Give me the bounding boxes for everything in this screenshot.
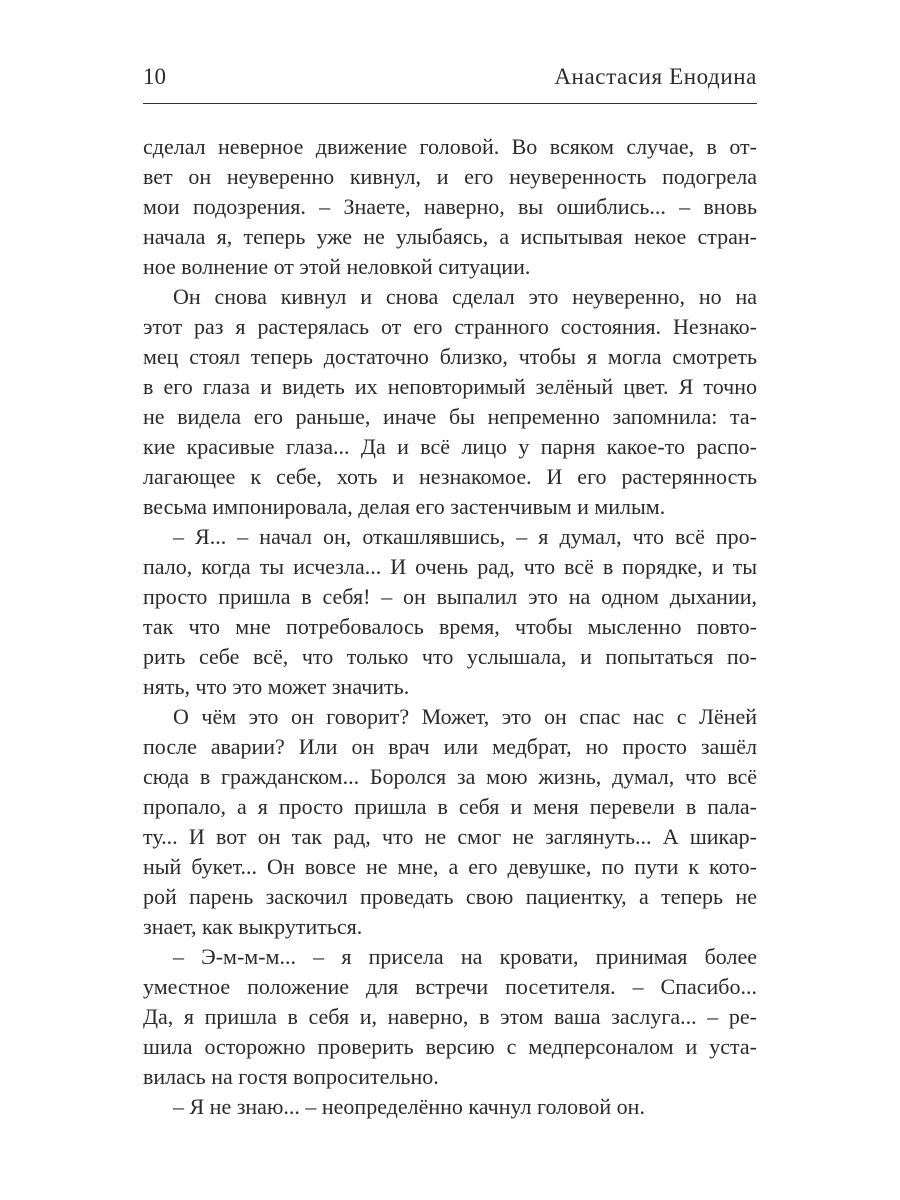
text-line: сюда в гражданском... Боролся за мою жизнь, думал, что всё <box>143 764 757 789</box>
paragraph <box>143 522 757 702</box>
text-line: мец стоял теперь достаточно близко, чтобы я могла смотреть <box>143 344 757 369</box>
text-line: не видела его раньше, иначе бы непременно запомнила: та- <box>143 404 757 429</box>
text-line: сделал неверное движение головой. Во всяком случае, в от- <box>143 134 757 159</box>
running-head-author: Анастасия Енодина <box>554 64 757 89</box>
running-header <box>143 64 757 96</box>
text-line: – Я не знаю... – неопределённо качнул головой он. <box>173 1094 645 1119</box>
text-line: – Э-м-м-м... – я присела на кровати, принимая более <box>173 944 757 969</box>
text-line: начала я, теперь уже не улыбаясь, а испытывая некое стран- <box>143 224 757 249</box>
text-line: вет он неуверенно кивнул, и его неуверенность подогрела <box>143 164 757 189</box>
paragraph <box>143 132 757 282</box>
text-line: после аварии? Или он врач или медбрат, но просто зашёл <box>143 734 757 759</box>
text-line: так что мне потребовалось время, чтобы мысленно повто- <box>143 614 757 639</box>
text-line: ту... И вот он так рад, что не смог не заглянуть... А шикар- <box>143 824 757 849</box>
text-line: уместное положение для встречи посетителя. – Спасибо... <box>143 974 757 999</box>
text-line: весьма импонировала, делая его застенчивым и милым. <box>143 494 666 519</box>
paragraph <box>143 282 757 522</box>
text-line: в его глаза и видеть их неповторимый зелёный цвет. Я точно <box>143 374 757 399</box>
text-line: шила осторожно проверить версию с медперсоналом и уста- <box>143 1034 757 1059</box>
paragraph <box>143 942 757 1092</box>
text-line: – Я... – начал он, откашлявшись, – я думал, что всё про- <box>173 524 757 549</box>
text-line: ное волнение от этой неловкой ситуации. <box>143 254 531 279</box>
text-line: кие красивые глаза... Да и всё лицо у парня какое-то распо- <box>143 434 757 459</box>
text-line: рить себе всё, что только что услышала, и попытаться по- <box>143 644 757 669</box>
text-line: Он снова кивнул и снова сделал это неуверенно, но на <box>173 284 757 309</box>
text-line: просто пришла в себя! – он выпалил это на одном дыхании, <box>143 584 757 609</box>
text-line: лагающее к себе, хоть и незнакомое. И его растерянность <box>143 464 757 489</box>
text-line: Да, я пришла в себя и, наверно, в этом ваша заслуга... – ре- <box>143 1004 757 1029</box>
body-text <box>143 132 757 1122</box>
text-line: вилась на гостя вопросительно. <box>143 1064 439 1089</box>
page-number: 10 <box>143 64 166 89</box>
text-line: пало, когда ты исчезла... И очень рад, что всё в порядке, и ты <box>143 554 757 579</box>
text-line: ный букет... Он вовсе не мне, а его девушке, по пути к кото- <box>143 854 757 879</box>
paragraph <box>143 702 757 942</box>
text-line: рой парень заскочил проведать свою пациентку, а теперь не <box>143 884 757 909</box>
text-line: пропало, а я просто пришла в себя и меня перевели в пала- <box>143 794 757 819</box>
text-line: мои подозрения. – Знаете, наверно, вы ошиблись... – вновь <box>143 194 757 219</box>
text-line: нять, что это может значить. <box>143 674 410 699</box>
text-line: знает, как выкрутиться. <box>143 914 363 939</box>
header-rule <box>143 103 757 104</box>
paragraph <box>143 1092 757 1122</box>
text-line: О чём это он говорит? Может, это он спас нас с Лёней <box>173 704 757 729</box>
text-line: этот раз я растерялась от его странного состояния. Незнако- <box>143 314 757 339</box>
